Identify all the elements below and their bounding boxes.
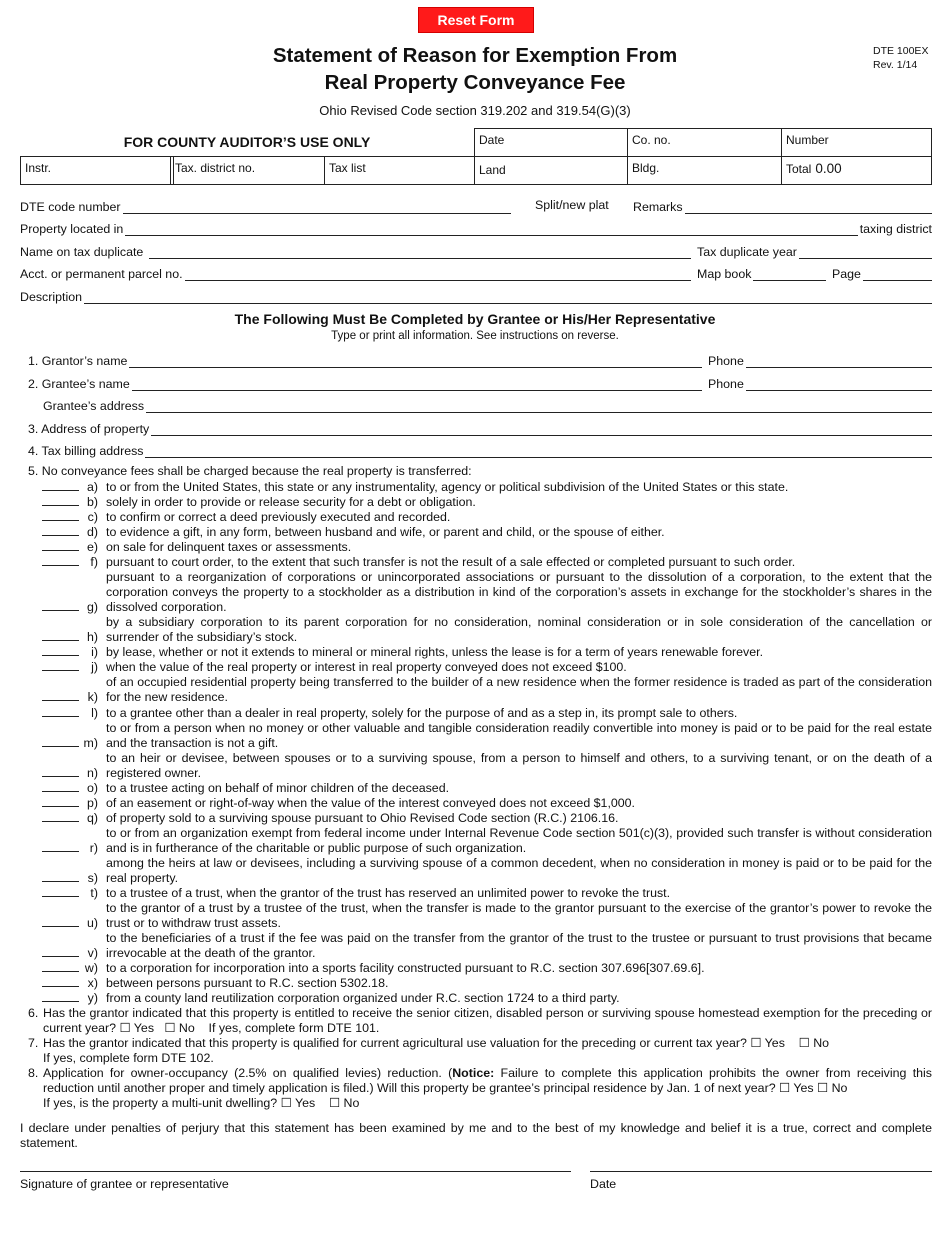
dte-code-row [20, 198, 517, 214]
name-duplicate-row [20, 243, 697, 259]
number-cell[interactable] [781, 128, 932, 157]
exemption-text: to a trustee acting on behalf of minor children of the deceased. [106, 781, 450, 795]
q7-number: 7. [28, 1036, 39, 1050]
q6-text: Has the grantor indicated that this property is entitled to receive the senior citizen, disabled person or surviving spouse homestead exemption for the preceding or current year? [43, 1006, 932, 1035]
q6-yes-checkbox[interactable]: ☐ [119, 1021, 131, 1035]
grantor-name-row [28, 352, 708, 368]
page-field[interactable] [863, 270, 932, 281]
dte-code-label: DTE code number [20, 200, 121, 214]
exemption-text: to evidence a gift, in any form, between husband and wife, or parent and child, or the spouse of either. [106, 525, 665, 539]
name-duplicate-field[interactable] [149, 248, 691, 259]
form-number: DTE 100EX [873, 45, 929, 57]
exemption-check-blank[interactable] [42, 886, 79, 897]
exemption-letter: e) [86, 540, 98, 554]
exemption-check-blank[interactable] [42, 811, 79, 822]
q7-question [43, 1036, 932, 1066]
exemption-text: to or from the United States, this state or any instrumentality, agency or political subdivision of the United States or this state. [106, 480, 789, 494]
name-duplicate-label: Name on tax duplicate [20, 245, 144, 259]
q8-multi-no-checkbox[interactable]: ☐ [328, 1096, 341, 1110]
exemption-letter: l) [91, 706, 98, 720]
q8-no-checkbox[interactable]: ☐ [817, 1081, 829, 1095]
exemption-check-blank[interactable] [42, 480, 79, 491]
exemption-letter: s) [87, 871, 98, 885]
description-label: Description [20, 290, 82, 304]
duplicate-year-label: Tax duplicate year [697, 245, 797, 259]
exemption-check-blank[interactable] [42, 706, 79, 717]
exemption-text: pursuant to court order, to the extent that such transfer is not the result of a sale effected or completed pursuant to such order. [106, 555, 796, 569]
land-cell[interactable] [474, 156, 628, 185]
property-located-label: Property located in [20, 222, 124, 236]
q8-followup: If yes, is the property a multi-unit dwelling? [43, 1096, 278, 1110]
map-book-label: Map book [697, 267, 752, 281]
exemption-text: on sale for delinquent taxes or assessments. [106, 540, 352, 554]
duplicate-year-field[interactable] [799, 248, 932, 259]
exemption-check-blank[interactable] [42, 736, 79, 747]
q8-multi-no-label: No [343, 1096, 360, 1110]
dte-code-field[interactable] [123, 203, 511, 214]
exemption-text: between persons pursuant to R.C. section 5302.18. [106, 976, 389, 990]
grantee-phone-row [708, 375, 938, 391]
date-cell-label: Date [479, 133, 505, 147]
exemption-check-blank[interactable] [42, 495, 79, 506]
property-address-label: 3. Address of property [28, 422, 150, 436]
q8-multi-yes-label: Yes [294, 1096, 316, 1110]
exemption-text: to an heir or devisee, between spouses or to a surviving spouse, from a person to himself and others, to a surviving tenant, or on the death of a registered owner. [106, 751, 932, 780]
exemption-check-blank[interactable] [42, 796, 79, 807]
exemption-letter: m) [83, 736, 98, 750]
q8-text-before: Application for owner-occupancy (2.5% on qualified levies) reduction. ( [43, 1066, 453, 1080]
property-located-field[interactable] [125, 225, 857, 236]
grantee-address-row [43, 397, 938, 413]
acct-field[interactable] [185, 270, 691, 281]
number-label: Number [786, 133, 829, 147]
q6-followup: If yes, complete form DTE 101. [208, 1021, 380, 1035]
bldg-cell[interactable] [627, 156, 782, 185]
exemption-text: to a grantee other than a dealer in real property, solely for the purpose of and as a step in, its prompt sale to others. [106, 706, 738, 720]
exemption-check-blank[interactable] [42, 871, 79, 882]
exemption-check-blank[interactable] [42, 540, 79, 551]
grantor-phone-label: Phone [708, 354, 744, 368]
co-no-cell[interactable] [627, 128, 782, 157]
q8-text-after: Failure to complete this application prohibits the owner from receiving this reduction until another proper and timely application is filed.) Will this property be grantee’s principal residence by Jan. 1 of next year? [43, 1066, 932, 1095]
exemption-text: to a corporation for incorporation into a sports facility constructed pursuant to R.C. section 307.696[307.69.6]. [106, 961, 705, 975]
q7-no-checkbox[interactable]: ☐ [798, 1036, 810, 1050]
property-address-field[interactable] [151, 425, 932, 436]
exemption-check-blank[interactable] [42, 766, 79, 777]
q6-number: 6. [28, 1006, 39, 1020]
land-label: Land [479, 163, 506, 177]
q7-yes-checkbox[interactable]: ☐ [750, 1036, 762, 1050]
total-label: Total [786, 162, 812, 176]
remarks-row [633, 198, 938, 214]
grantee-address-field[interactable] [146, 402, 932, 413]
map-book-row [697, 265, 832, 281]
exemption-check-blank[interactable] [42, 916, 79, 927]
exemption-check-blank[interactable] [42, 976, 79, 987]
grantor-name-label: 1. Grantor’s name [28, 354, 128, 368]
exemption-text: solely in order to provide or release security for a debt or obligation. [106, 495, 476, 509]
q7-no-label: No [813, 1036, 830, 1050]
exemption-check-blank[interactable] [42, 660, 79, 671]
q7-text: Has the grantor indicated that this property is qualified for current agricultural use valuation for the preceding or current tax year? [43, 1036, 747, 1050]
form-title-line1: Statement of Reason for Exemption From [272, 44, 678, 67]
grantee-name-row [28, 375, 708, 391]
tax-billing-row [28, 442, 938, 458]
bldg-label: Bldg. [632, 161, 660, 175]
exemption-check-blank[interactable] [42, 961, 79, 972]
q8-question [43, 1066, 932, 1111]
exemption-letter: y) [87, 991, 98, 1005]
exemption-letter: r) [89, 841, 98, 855]
q8-number: 8. [28, 1066, 39, 1080]
property-address-row [28, 420, 938, 436]
exemption-text: to a trustee of a trust, when the grantor of the trust has reserved an unlimited power to revoke the trust. [106, 886, 671, 900]
exemption-text: to or from an organization exempt from federal income under Internal Revenue Code section 501(c)(3), provided such transfer is without consideration and is in furtherance of the charitable or public purpose of such organization. [106, 826, 932, 855]
grantee-section-instructions: Type or print all information. See instructions on reverse. [331, 330, 619, 342]
grantor-phone-row [708, 352, 938, 368]
page-row [832, 265, 938, 281]
q8-notice: Notice: [452, 1066, 495, 1080]
tax-district-label: Tax. district no. [175, 161, 256, 175]
exemption-check-blank[interactable] [42, 510, 79, 521]
q8-yes-label: Yes [793, 1081, 814, 1095]
exemption-text: to the grantor of a trust by a trustee of the trust, when the transfer is made to the grantor pursuant to the exercise of the grantor’s power to revoke the trust or to withdraw trust assets. [106, 901, 932, 930]
remarks-field[interactable] [685, 203, 932, 214]
exemption-letter: i) [91, 645, 98, 659]
exemption-text: to the beneficiaries of a trust if the fee was paid on the transfer from the grantor of the trust to the trustee or pursuant to trust provisions that became irrevocable at the death of the grantor. [106, 931, 932, 960]
instr-label: Instr. [25, 161, 52, 175]
tax-billing-label: 4. Tax billing address [28, 444, 144, 458]
grantee-phone-field[interactable] [746, 380, 932, 391]
exemption-text: when the value of the real property or interest in real property conveyed does not exceed $100. [106, 660, 627, 674]
exemption-letter: u) [86, 916, 98, 930]
acct-row [20, 265, 697, 281]
signature-line[interactable] [20, 1171, 571, 1172]
exemption-letter: q) [86, 811, 98, 825]
form-title-line2: Real Property Conveyance Fee [324, 71, 626, 94]
exemption-letter: k) [87, 690, 98, 704]
exemption-letter: b) [86, 495, 98, 509]
co-no-label: Co. no. [632, 133, 671, 147]
tax-list-label: Tax list [329, 161, 366, 175]
exemption-check-blank[interactable] [42, 841, 79, 852]
auditor-heading: FOR COUNTY AUDITOR’S USE ONLY [123, 134, 371, 150]
exemption-text: of an easement or right-of-way when the value of the interest conveyed does not exceed $1,000. [106, 796, 635, 810]
grantee-section-heading: The Following Must Be Completed by Grantee or His/Her Representative [234, 311, 716, 327]
exemption-letter: n) [86, 766, 98, 780]
property-located-row [20, 220, 932, 236]
exemption-letter: f) [90, 555, 98, 569]
exemption-letter: t) [90, 886, 98, 900]
description-field[interactable] [84, 293, 932, 304]
exemption-check-blank[interactable] [42, 645, 79, 656]
exemption-check-blank[interactable] [42, 946, 79, 957]
exemption-letter: w) [84, 961, 98, 975]
exemption-check-blank[interactable] [42, 600, 79, 611]
taxing-district-label: taxing district [859, 222, 932, 236]
split-plat-label: Split/new plat [535, 198, 609, 212]
q6-yes-label: Yes [133, 1021, 155, 1035]
exemption-letter: x) [87, 976, 98, 990]
q8-no-label: No [831, 1081, 848, 1095]
grantor-phone-field[interactable] [746, 357, 932, 368]
form-subtitle: Ohio Revised Code section 319.202 and 319.54(G)(3) [319, 103, 631, 118]
exemption-text: of property sold to a surviving spouse pursuant to Ohio Revised Code section (R.C.) 2106.16. [106, 811, 619, 825]
exemption-check-blank[interactable] [42, 525, 79, 536]
exemption-text: from a county land reutilization corporation organized under R.C. section 1724 to a third party. [106, 991, 620, 1005]
grantor-name-field[interactable] [129, 357, 702, 368]
exemption-letter: h) [86, 630, 98, 644]
date-cell[interactable] [474, 128, 628, 157]
page-label: Page [832, 267, 861, 281]
declaration-text: I declare under penalties of perjury that this statement has been examined by me and to the best of my knowledge and belief it is a true, correct and complete statement. [20, 1121, 932, 1150]
q6-no-checkbox[interactable]: ☐ [164, 1021, 176, 1035]
signature-label: Signature of grantee or representative [20, 1177, 229, 1191]
exemption-letter: a) [86, 480, 98, 494]
tax-billing-field[interactable] [145, 447, 932, 458]
exemption-check-blank[interactable] [42, 555, 79, 566]
q5-intro: 5. No conveyance fees shall be charged because the real property is transferred: [28, 464, 472, 478]
exemption-letter: p) [86, 796, 98, 810]
grantee-name-label: 2. Grantee’s name [28, 377, 130, 391]
form-revision: Rev. 1/14 [873, 59, 918, 71]
q7-yes-label: Yes [764, 1036, 785, 1050]
q6-no-label: No [178, 1021, 195, 1035]
exemption-letter: d) [86, 525, 98, 539]
exemption-text: by lease, whether or not it extends to mineral or mineral rights, unless the lease is for a term of years renewable forever. [106, 645, 764, 659]
instr-cell[interactable] [20, 156, 174, 185]
exemption-text: to confirm or correct a deed previously executed and recorded. [106, 510, 451, 524]
date-line[interactable] [590, 1171, 932, 1172]
q8-yes-checkbox[interactable]: ☐ [779, 1081, 791, 1095]
exemption-text: among the heirs at law or devisees, including a surviving spouse of a common decedent, when no consideration in money is paid or to be paid for the real property. [106, 856, 932, 885]
exemption-check-blank[interactable] [42, 690, 79, 701]
grantee-name-field[interactable] [132, 380, 702, 391]
remarks-label: Remarks [633, 200, 683, 214]
tax-list-cell[interactable] [324, 156, 475, 185]
exemption-letter: v) [87, 946, 98, 960]
exemption-check-blank[interactable] [42, 630, 79, 641]
description-row [20, 288, 938, 304]
acct-label: Acct. or permanent parcel no. [20, 267, 183, 281]
total-cell[interactable] [781, 156, 932, 185]
reset-form-button[interactable]: Reset Form [418, 7, 534, 33]
exemption-text: of an occupied residential property being transferred to the builder of a new residence when the former residence is traded as part of the consideration for the new residence. [106, 675, 932, 704]
exemption-letter: o) [86, 781, 98, 795]
tax-district-cell[interactable] [170, 156, 325, 185]
q8-multi-yes-checkbox[interactable]: ☐ [280, 1096, 292, 1110]
q6-question [43, 1006, 932, 1036]
exemption-text: pursuant to a reorganization of corporations or unincorporated associations or pursuant to the dissolution of a corporation, to the extent that the corporation conveys the property to a stockholder as a distribution in kind of the corporation’s assets in exchange for the stockholder’s shares in the dissolved corporation. [106, 570, 932, 614]
exemption-letter: c) [87, 510, 98, 524]
duplicate-year-row [697, 243, 938, 259]
exemption-check-blank[interactable] [42, 781, 79, 792]
exemption-text: by a subsidiary corporation to its parent corporation for no consideration, nominal consideration or in sole consideration of the cancellation or surrender of the subsidiary’s stock. [106, 615, 932, 644]
exemption-text: to or from a person when no money or other valuable and tangible consideration readily convertible into money is paid or to be paid for the real estate and the transaction is not a gift. [106, 721, 932, 750]
grantee-phone-label: Phone [708, 377, 744, 391]
exemption-check-blank[interactable] [42, 991, 79, 1002]
q7-followup: If yes, complete form DTE 102. [43, 1051, 214, 1065]
grantee-address-label: Grantee’s address [43, 399, 145, 413]
total-value: 0.00 [815, 161, 842, 176]
signature-date-label: Date [590, 1177, 617, 1191]
exemption-letter: g) [86, 600, 98, 614]
map-book-field[interactable] [753, 270, 826, 281]
exemption-letter: j) [91, 660, 98, 674]
